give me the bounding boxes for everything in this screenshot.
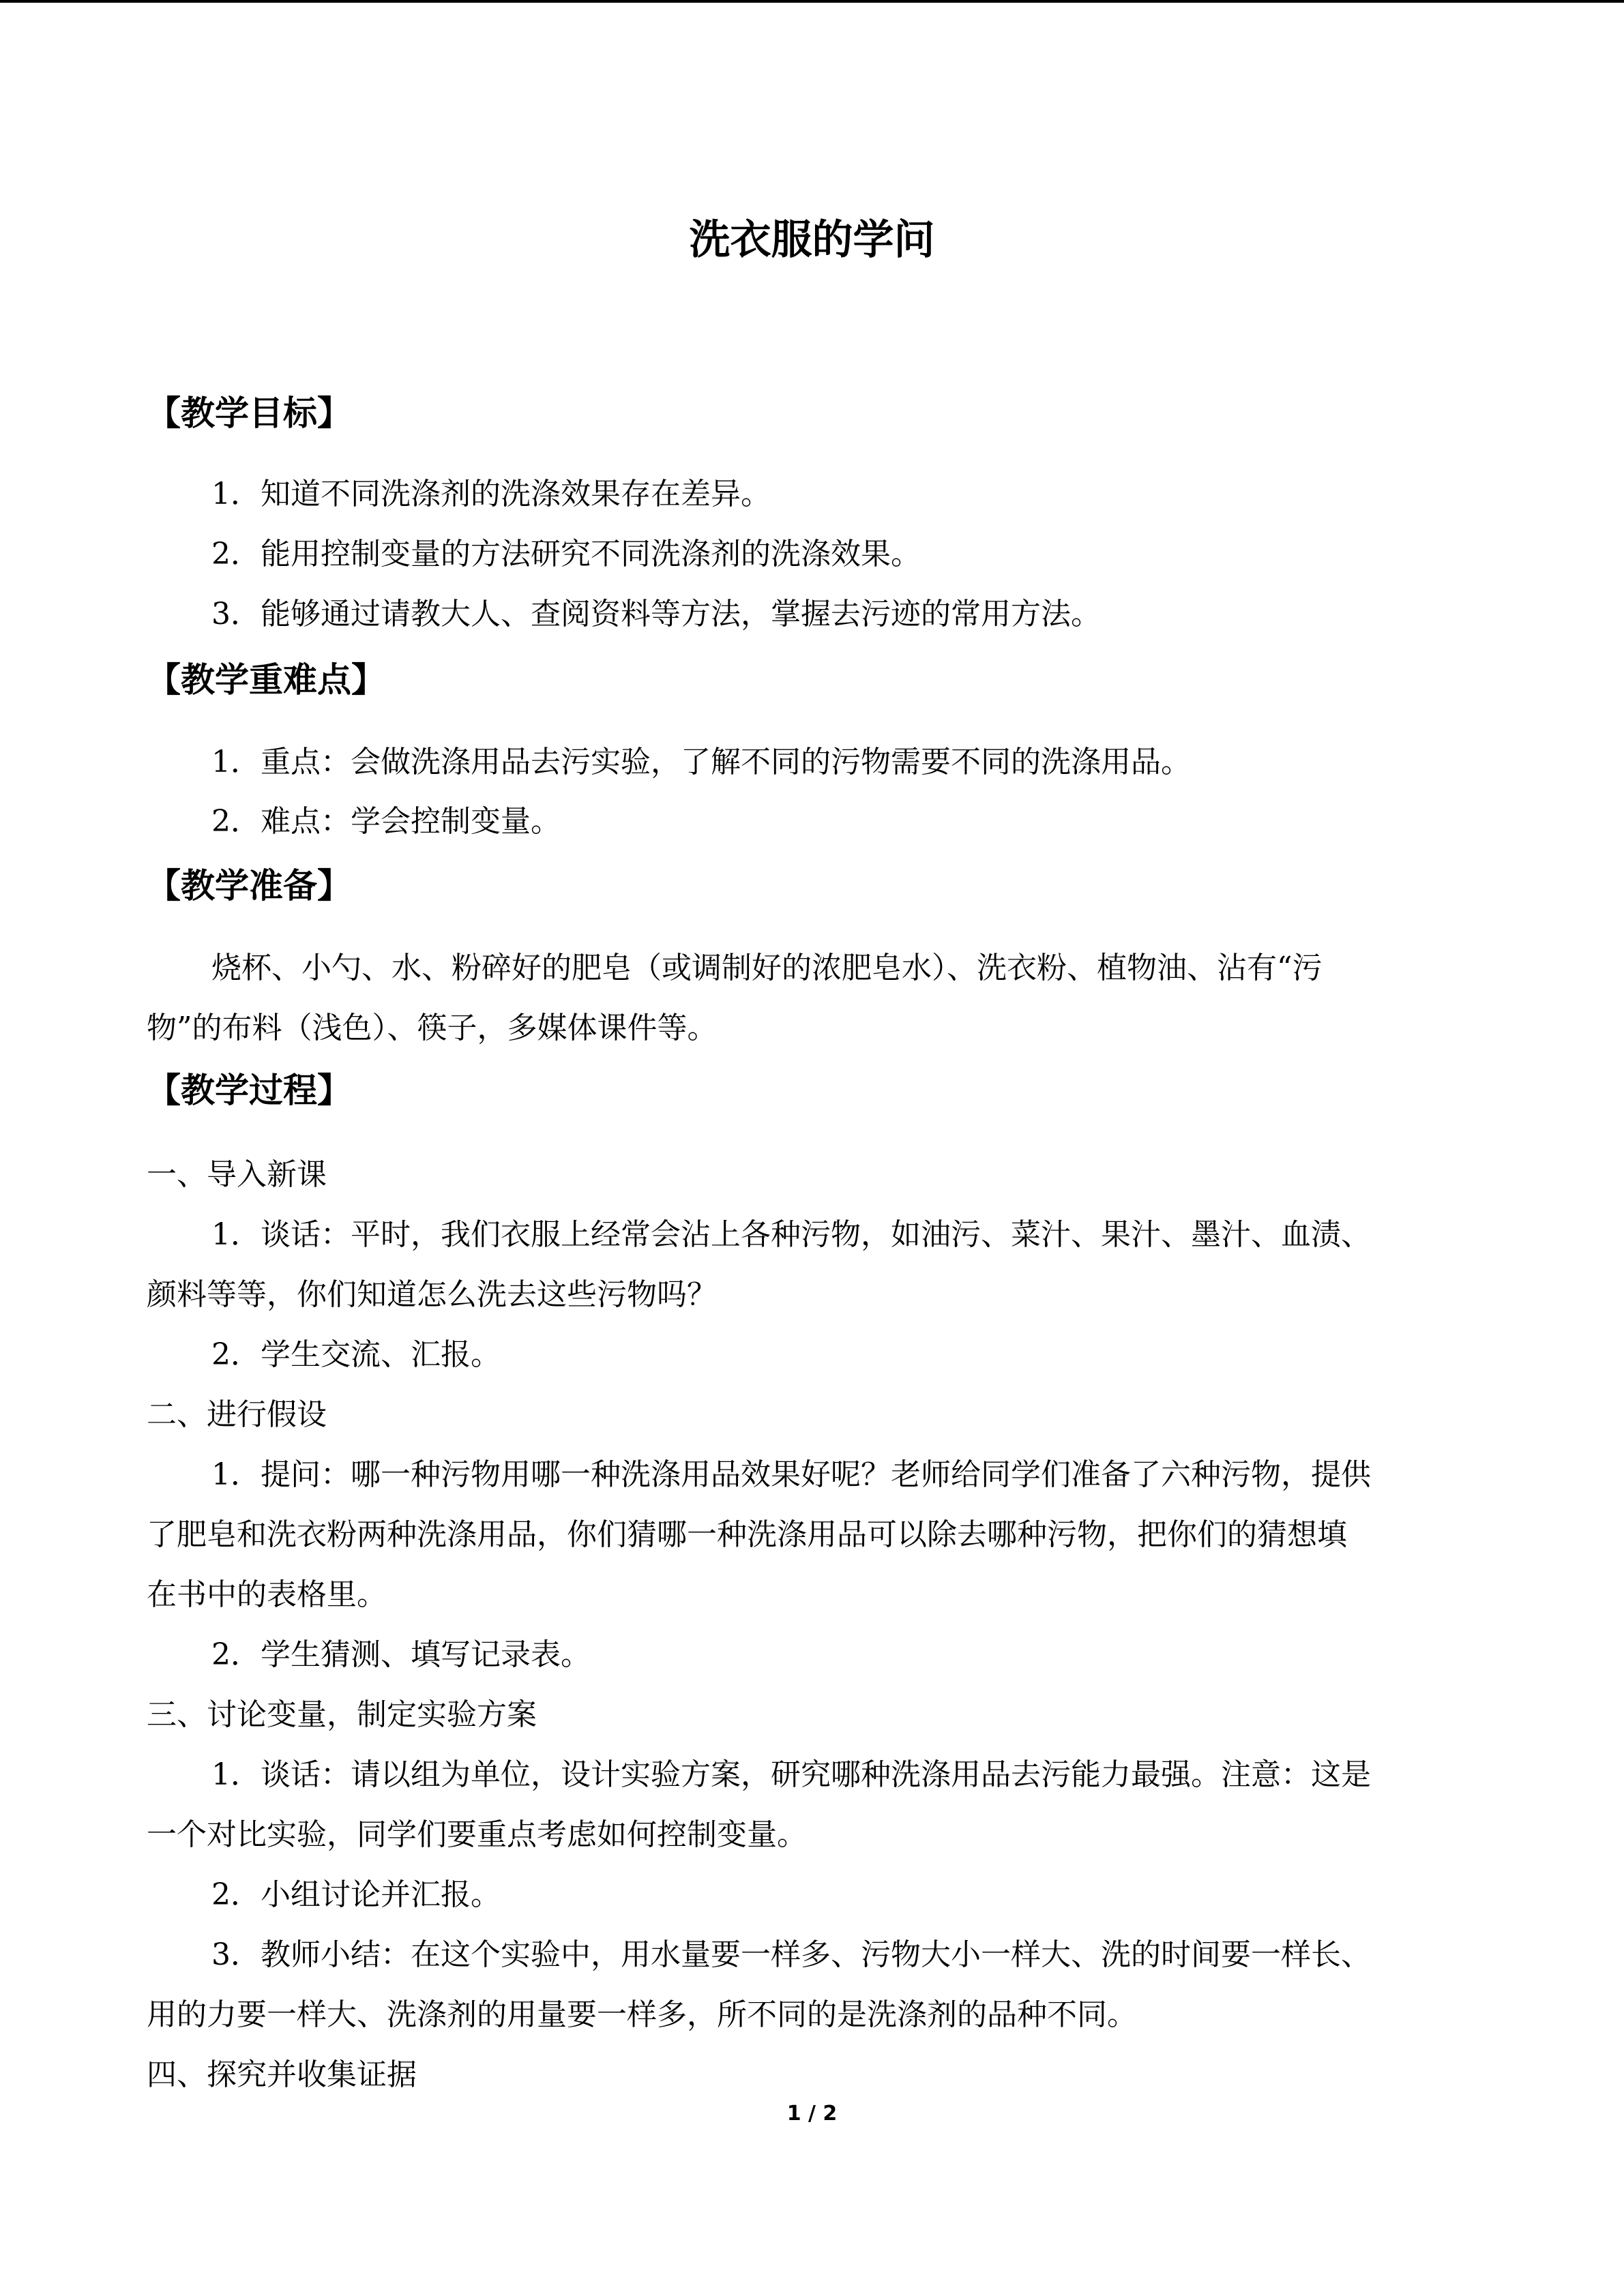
process-part3-line-4: 3．教师小结：在这个实验中，用水量要一样多、污物大小一样大、洗的时间要一样长、 xyxy=(211,1937,1371,1972)
document-title: 洗衣服的学问 xyxy=(689,216,935,264)
prep-line-2: 物”的布料（浅色）、筷子，多媒体课件等。 xyxy=(147,1011,718,1045)
process-part1-title: 一、导入新课 xyxy=(147,1157,327,1192)
section-heading-prep: 【教学准备】 xyxy=(147,866,351,906)
process-part3-line-2: 一个对比实验，同学们要重点考虑如何控制变量。 xyxy=(147,1817,807,1852)
page-number: 1 / 2 xyxy=(786,2102,838,2126)
section-heading-keypoints: 【教学重难点】 xyxy=(147,660,385,700)
process-part3-title: 三、讨论变量，制定实验方案 xyxy=(147,1697,537,1732)
process-part1-line-1: 1．谈话：平时，我们衣服上经常会沾上各种污物，如油污、菜汁、果汁、墨汁、血渍、 xyxy=(211,1217,1371,1252)
section-heading-process: 【教学过程】 xyxy=(147,1071,351,1110)
prep-line-1: 烧杯、小勺、水、粉碎好的肥皂（或调制好的浓肥皂水）、洗衣粉、植物油、沾有“污 xyxy=(211,951,1323,985)
process-part2-title: 二、进行假设 xyxy=(147,1397,327,1432)
process-part2-line-2: 了肥皂和洗衣粉两种洗涤用品，你们猜哪一种洗涤用品可以除去哪种污物，把你们的猜想填 xyxy=(147,1517,1347,1552)
keypoint-item-2: 2．难点：学会控制变量。 xyxy=(211,804,561,839)
goal-item-1: 1．知道不同洗涤剂的洗涤效果存在差异。 xyxy=(211,477,771,511)
process-part2-line-1: 1．提问：哪一种污物用哪一种洗涤用品效果好呢？老师给同学们准备了六种污物，提供 xyxy=(211,1457,1371,1492)
keypoint-item-1: 1．重点：会做洗涤用品去污实验，了解不同的污物需要不同的洗涤用品。 xyxy=(211,745,1191,779)
section-heading-goals: 【教学目标】 xyxy=(147,393,351,433)
process-part4-title: 四、探究并收集证据 xyxy=(147,2057,417,2092)
process-part1-line-3: 2．学生交流、汇报。 xyxy=(211,1337,501,1372)
process-part3-line-1: 1．谈话：请以组为单位，设计实验方案，研究哪种洗涤用品去污能力最强。注意：这是 xyxy=(211,1757,1371,1792)
process-part3-line-3: 2．小组讨论并汇报。 xyxy=(211,1877,501,1912)
process-part3-line-5: 用的力要一样大、洗涤剂的用量要一样多，所不同的是洗涤剂的品种不同。 xyxy=(147,1997,1137,2032)
process-part2-line-3: 在书中的表格里。 xyxy=(147,1577,387,1612)
top-border-rule xyxy=(0,0,1624,3)
goal-item-3: 3．能够通过请教大人、查阅资料等方法，掌握去污迹的常用方法。 xyxy=(211,597,1101,631)
process-part1-line-2: 颜料等等，你们知道怎么洗去这些污物吗？ xyxy=(147,1277,717,1312)
process-part2-line-4: 2．学生猜测、填写记录表。 xyxy=(211,1637,591,1672)
goal-item-2: 2．能用控制变量的方法研究不同洗涤剂的洗涤效果。 xyxy=(211,537,921,571)
